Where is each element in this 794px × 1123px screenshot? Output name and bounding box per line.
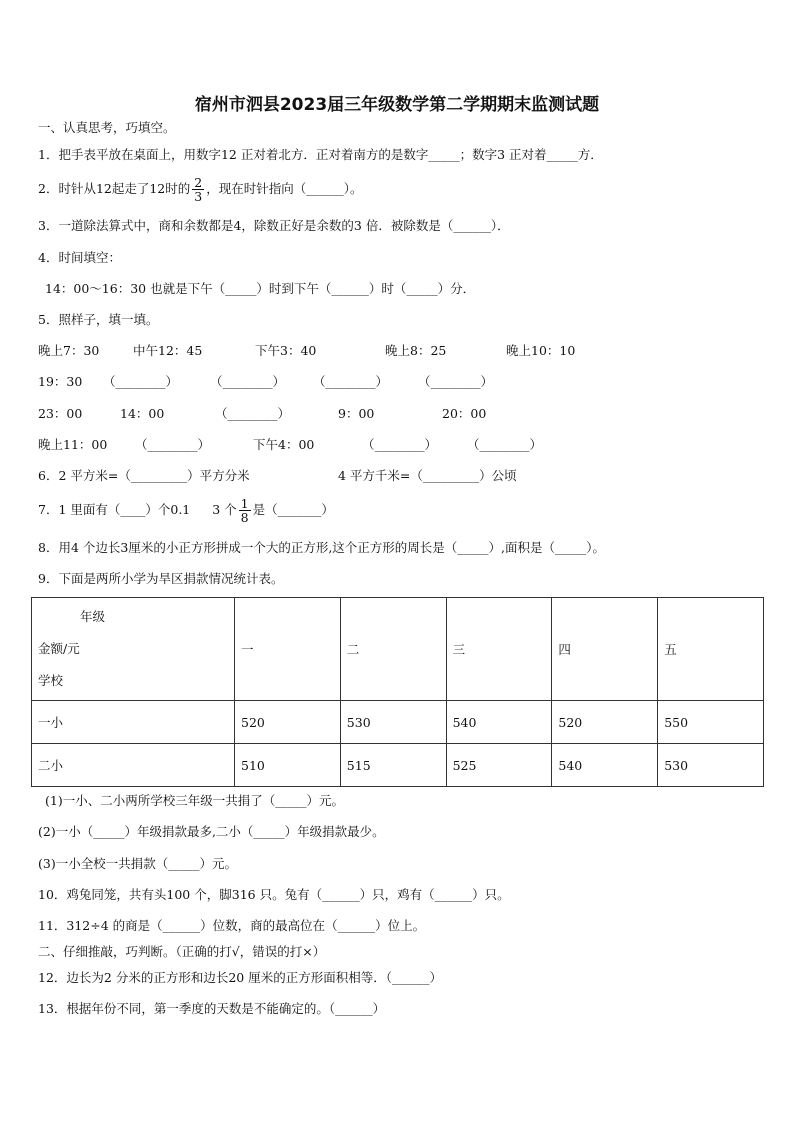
corner-label-school: 学校 (38, 673, 64, 688)
donation-value: 530 (658, 744, 764, 787)
q5-cell: （________） (210, 374, 286, 389)
question-8: 8．用4 个边长3厘米的小正方形拼成一个大的正方形,这个正方形的周长是（_____）,面积是（_____）。 (38, 540, 606, 555)
question-13: 13．根据年份不同，第一季度的天数是不能确定的。（______） (38, 1001, 386, 1016)
q5-cell: （________） (135, 437, 211, 452)
question-10: 10．鸡兔同笼，共有头100 个，脚316 只。兔有（______）只，鸡有（______）只。 (38, 887, 510, 902)
question-2-text-after: ，现在时针指向（______）。 (206, 181, 363, 196)
question-4: 4．时间填空： (38, 250, 121, 265)
question-7 (38, 490, 334, 530)
fraction-two-thirds (192, 176, 204, 203)
q5-cell: 20：00 (442, 406, 487, 421)
question-5: 5．照样子，填一填。 (38, 312, 159, 327)
question-11: 11．312÷4 的商是（______）位数，商的最高位在（______）位上。 (38, 918, 426, 933)
donation-value: 515 (340, 744, 446, 787)
donation-value: 530 (340, 701, 446, 744)
question-6-b: 4 平方千米=（_________）公顷 (338, 468, 517, 483)
question-4-line: 14：00～16：30 也就是下午（_____）时到下午（______）时（_____）分． (45, 281, 476, 296)
donation-table (31, 597, 764, 787)
fraction-one-eighth (239, 497, 251, 524)
question-9: 9．下面是两所小学为旱区捐款情况统计表。 (38, 571, 284, 586)
donation-value: 520 (552, 701, 658, 744)
grade-header: 三 (446, 598, 552, 701)
page-title: 宿州市泗县2023届三年级数学第二学期期末监测试题 (194, 95, 600, 115)
q5-cell: 晚上10：10 (506, 343, 576, 358)
table-row (32, 701, 764, 744)
section-2-heading: 二、仔细推敲，巧判断。（正确的打√，错误的打×） (38, 944, 326, 959)
question-6: 6．2 平方米=（_________）平方分米 (38, 468, 250, 483)
q5-cell: 下午4：00 (253, 437, 315, 452)
fraction-denominator: 3 (194, 189, 203, 204)
grade-header: 一 (235, 598, 341, 701)
q5-cell: 晚上8：25 (385, 343, 447, 358)
corner-label-amount: 金额/元 (38, 641, 80, 656)
question-2 (38, 173, 362, 205)
q5-cell: （________） (215, 406, 291, 421)
q5-cell: （________） (313, 374, 389, 389)
school-name: 一小 (32, 701, 235, 744)
q5-cell: 晚上7：30 (38, 343, 100, 358)
question-9-sub-1: (1)一小、二小两所学校三年级一共捐了（_____）元。 (45, 793, 344, 808)
q5-cell: 晚上11：00 (38, 437, 108, 452)
question-3: 3．一道除法算式中，商和余数都是4，除数正好是余数的3 倍．被除数是（______）． (38, 218, 510, 233)
q5-cell: 23：00 (38, 406, 83, 421)
donation-value: 520 (235, 701, 341, 744)
fraction-denominator: 8 (240, 510, 249, 525)
q5-cell: 14：00 (120, 406, 165, 421)
corner-label-grade: 年级 (80, 609, 106, 624)
q5-cell: （________） (103, 374, 179, 389)
grade-header: 二 (340, 598, 446, 701)
question-12: 12．边长为2 分米的正方形和边长20 厘米的正方形面积相等．（______） (38, 970, 442, 985)
q5-cell: （________） (467, 437, 543, 452)
donation-value: 510 (235, 744, 341, 787)
grade-header: 四 (552, 598, 658, 701)
question-1: 1．把手表平放在桌面上，用数字12 正对着北方．正对着南方的是数字_____；数字3 正对着_____方． (38, 147, 603, 162)
donation-value: 540 (552, 744, 658, 787)
q5-cell: 9：00 (338, 406, 375, 421)
table-corner-cell (32, 598, 235, 701)
table-header-row (32, 598, 764, 701)
section-1-heading: 一、认真思考，巧填空。 (38, 120, 176, 135)
donation-value: 525 (446, 744, 552, 787)
question-7-part-b: 3 个 (212, 502, 237, 517)
school-name: 二小 (32, 744, 235, 787)
q5-cell: 中午12：45 (133, 343, 203, 358)
grade-header: 五 (658, 598, 764, 701)
table-row (32, 744, 764, 787)
question-9-sub-2: (2)一小（_____）年级捐款最多,二小（_____）年级捐款最少。 (38, 824, 385, 839)
question-2-text-before: 2．时针从12起走了12时的 (38, 181, 191, 196)
q5-cell: 下午3：40 (255, 343, 317, 358)
question-7-part-c: 是（_______） (252, 502, 334, 517)
q5-cell: （________） (418, 374, 494, 389)
q5-cell: （________） (362, 437, 438, 452)
donation-value: 550 (658, 701, 764, 744)
fraction-numerator: 2 (194, 175, 203, 190)
donation-value: 540 (446, 701, 552, 744)
question-9-sub-3: (3)一小全校一共捐款（_____）元。 (38, 856, 237, 871)
q5-cell: 19：30 (38, 374, 83, 389)
fraction-numerator: 1 (240, 496, 249, 511)
question-7-part-a: 7．1 里面有（____）个0.1 (38, 502, 191, 517)
